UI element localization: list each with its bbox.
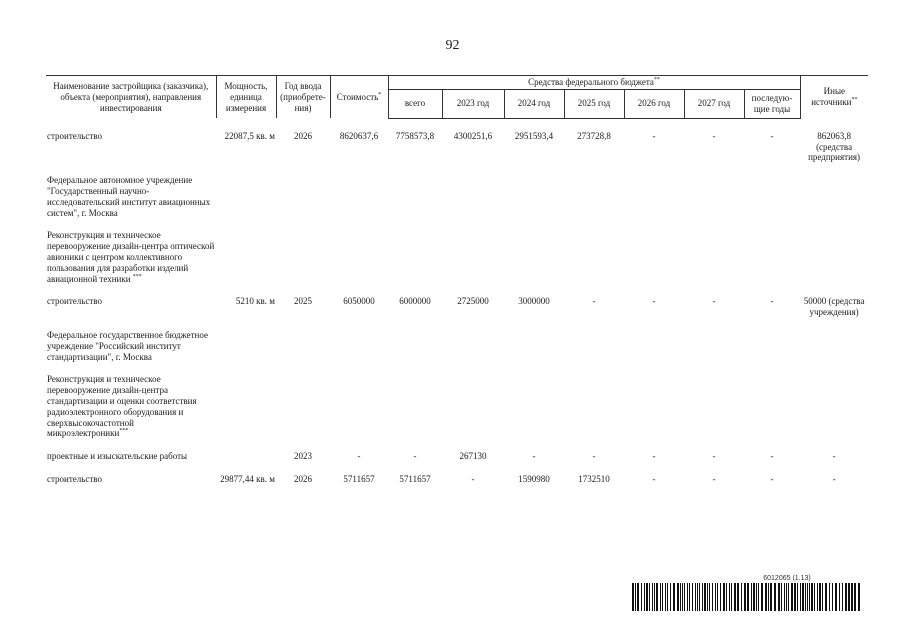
row-later: - <box>770 296 774 307</box>
header-2026: 2026 год <box>624 89 684 118</box>
row-2024: 3000000 <box>518 296 550 307</box>
page-number: 92 <box>445 38 460 53</box>
row-2026: - <box>652 296 656 307</box>
row-cost: 8620637,6 <box>339 130 379 141</box>
table-row <box>46 131 868 163</box>
row-total: - <box>413 451 417 462</box>
table-row <box>46 175 868 218</box>
row-2027: - <box>712 451 716 462</box>
row-capacity: 5210 кв. м <box>235 296 275 307</box>
row-cost: - <box>357 451 361 462</box>
row-cost: 5711657 <box>343 473 375 484</box>
row-2023: 2725000 <box>457 296 489 307</box>
row-year: 2023 <box>294 451 312 462</box>
row-later: - <box>770 473 774 484</box>
row-name: строительство <box>47 473 102 484</box>
header-later-years: последую-щие годы <box>744 89 800 118</box>
row-name: строительство <box>47 296 102 307</box>
row-other: 862063,8 (средства предприятия) <box>808 130 861 163</box>
table-row <box>46 451 868 462</box>
table-header <box>46 76 868 119</box>
row-organization: Федеральное автономное учреждение "Государственный научно-исследовательский институт авиационных систем", г. Москва <box>47 175 211 218</box>
row-2023: - <box>471 473 475 484</box>
row-other: - <box>832 473 836 484</box>
row-2026: - <box>652 451 656 462</box>
header-year: Год ввода (приобрете-ния) <box>276 76 330 119</box>
row-year: 2026 <box>294 130 312 141</box>
header-cost: Стоимость* <box>330 76 388 119</box>
row-year: 2025 <box>294 296 312 307</box>
row-capacity <box>216 451 276 462</box>
row-total: 6000000 <box>399 296 431 307</box>
header-2027: 2027 год <box>684 89 744 118</box>
row-2025: 1732510 <box>578 473 610 484</box>
table-row <box>46 296 868 318</box>
row-2025: 273728,8 <box>577 130 611 141</box>
header-other-sources: Иные источники** <box>800 76 868 119</box>
budget-table <box>46 75 868 485</box>
header-federal-budget: Средства федерального бюджета** <box>388 76 800 90</box>
row-later: - <box>770 451 774 462</box>
row-2024: 2951593,4 <box>514 130 554 141</box>
header-2025: 2025 год <box>564 89 624 118</box>
table-row <box>46 230 868 284</box>
row-capacity: 22087,5 кв. м <box>224 130 275 141</box>
row-year: 2026 <box>294 473 312 484</box>
row-2026: - <box>652 473 656 484</box>
row-2023: 267130 <box>459 451 487 462</box>
row-cost: 6050000 <box>343 296 375 307</box>
header-2024: 2024 год <box>504 89 564 118</box>
header-name: Наименование застройщика (заказчика), объекта (мероприятия), направления инвестирования <box>46 76 216 119</box>
row-2024: - <box>532 451 536 462</box>
barcode-text: 6012065 (1.13) <box>763 575 811 582</box>
row-other: 50000 (средства учреждения) <box>803 296 865 318</box>
row-2027: - <box>712 130 716 141</box>
row-organization: Федеральное государственное бюджетное учреждение "Российский институт стандартизации", г. Москва <box>47 329 208 362</box>
row-2027: - <box>712 296 716 307</box>
row-2024: 1590980 <box>518 473 550 484</box>
table-row <box>46 330 868 362</box>
row-2025: - <box>592 296 596 307</box>
row-2027: - <box>712 473 716 484</box>
table-row <box>46 374 868 439</box>
header-total: всего <box>388 89 442 118</box>
header-2023: 2023 год <box>442 89 504 118</box>
row-project: Реконструкция и техническое перевооружение дизайн-центра оптической авионики с центром коллективного пользования для разработки изделий авиационной техники *** <box>47 230 215 284</box>
row-capacity: 29877,44 кв. м <box>220 473 275 484</box>
row-2023: 4300251,6 <box>453 130 493 141</box>
barcode <box>632 575 862 616</box>
row-name: строительство <box>47 130 102 141</box>
row-2026: - <box>652 130 656 141</box>
row-project: Реконструкция и техническое перевооружение дизайн-центра стандартизации и оценки соответствия радиоэлектронного оборудования и сверхвысокочастотной микроэлектроники*** <box>47 374 197 439</box>
row-later: - <box>770 130 774 141</box>
row-2025: - <box>592 451 596 462</box>
header-capacity: Мощность, единица измерения <box>216 76 276 119</box>
table-row <box>46 474 868 485</box>
row-total: 7758573,8 <box>395 130 435 141</box>
row-name: проектные и изыскательские работы <box>47 451 188 462</box>
row-total: 5711657 <box>399 473 431 484</box>
row-other: - <box>832 451 836 462</box>
barcode-graphic <box>632 583 862 611</box>
